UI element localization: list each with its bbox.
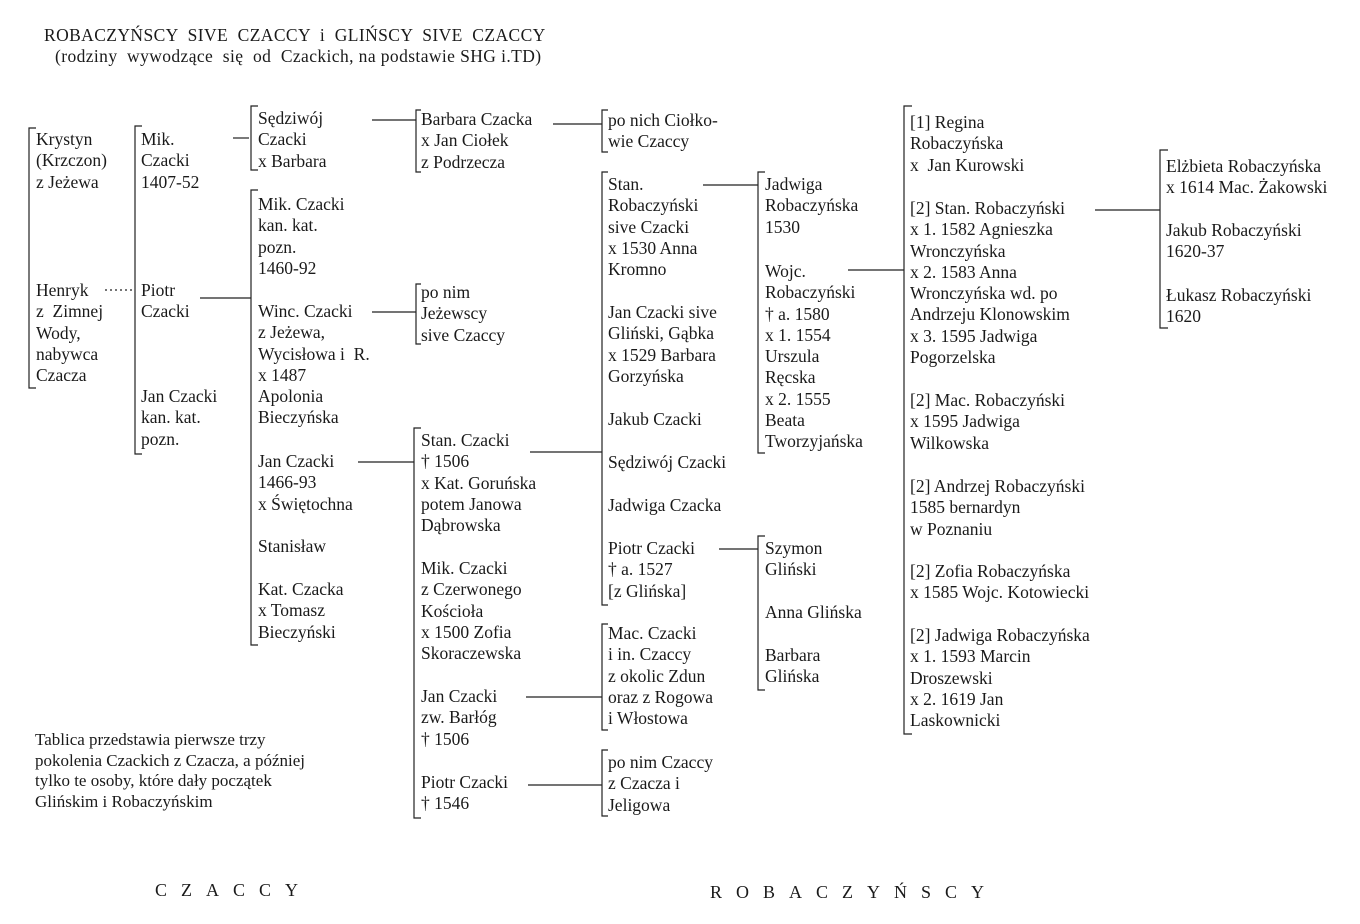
person-elzbieta-robaczynska: Elżbieta Robaczyńska x 1614 Mac. Żakowski [1166, 156, 1328, 198]
person-stan-czacki-1506: Stan. Czacki † 1506 x Kat. Goruńska potem Janowa Dąbrowska [421, 430, 537, 536]
person-mik-czacki-kan: Mik. Czacki kan. kat. pozn. 1460-92 [258, 194, 345, 278]
note-mac-czacki-zdun: Mac. Czacki i in. Czaccy z okolic Zdun oraz z Rogowa i Włostowa [608, 623, 713, 729]
person-winc-czacki: Winc. Czacki z Jeżewa, Wycisłowa i R. x 1487 Apolonia Bieczyńska [258, 301, 370, 428]
person-sedziwoj-czacki-gen5: Sędziwój Czacki [608, 452, 727, 472]
person-jadwiga-robaczynska-1593: [2] Jadwiga Robaczyńska x 1. 1593 Marcin Droszewski x 2. 1619 Jan Laskownicki [910, 625, 1090, 731]
note-po-nich-ciolkowie: po nich Ciołko- wie Czaccy [608, 110, 718, 152]
chart-subtitle: (rodziny wywodzące się od Czackich, na podstawie SHG i.TD) [55, 46, 542, 66]
person-henryk: Henryk z Zimnej Wody, nabywca Czacza [36, 280, 104, 386]
person-mik-czacki-czerwony: Mik. Czacki z Czerwonego Kościoła x 1500 Zofia Skoraczewska [421, 558, 522, 664]
person-barbara-glinska: Barbara Glińska [765, 645, 821, 687]
person-jan-czacki-kan: Jan Czacki kan. kat. pozn. [141, 386, 218, 449]
chart-title: ROBACZYŃSCY SIVE CZACCY i GLIŃSCY SIVE CZACCY [44, 25, 546, 45]
person-stan-robaczynski-1582: [2] Stan. Robaczyński x 1. 1582 Agnieszka Wronczyńska x 2. 1583 Anna Wronczyńska wd. po Andrzeju Klonowskim x 3. 1595 Jadwiga Pogorzelska [910, 198, 1070, 368]
footer-czaccy: CZACCY [155, 880, 313, 900]
person-szymon-glinski: Szymon Gliński [765, 538, 823, 580]
person-stan-robaczynski-1530: Stan. Robaczyński sive Czacki x 1530 Anna Kromno [608, 174, 699, 280]
person-andrzej-robaczynski: [2] Andrzej Robaczyński 1585 bernardyn w Poznaniu [910, 476, 1085, 539]
person-jakub-robaczynski: Jakub Robaczyński 1620-37 [1166, 220, 1302, 262]
person-piotr-czacki-1546: Piotr Czacki † 1546 [421, 772, 508, 814]
person-mik-czacki-1407: Mik. Czacki 1407-52 [141, 129, 200, 192]
person-jan-czacki-1466: Jan Czacki 1466-93 x Świętochna [258, 451, 353, 514]
person-jan-czacki-glinski: Jan Czacki sive Gliński, Gąbka x 1529 Barbara Gorzyńska [608, 302, 717, 386]
person-lukasz-robaczynski: Łukasz Robaczyński 1620 [1166, 285, 1312, 327]
person-wojc-robaczynski: Wojc. Robaczyński † a. 1580 x 1. 1554 Urszula Ręcska x 2. 1555 Beata Tworzyjańska [765, 261, 863, 452]
bracket-gen1 [29, 128, 36, 388]
person-jan-czacki-barlog: Jan Czacki zw. Barłóg † 1506 [421, 686, 498, 749]
person-regina-robaczynska: [1] Regina Robaczyńska x Jan Kurowski [910, 112, 1025, 175]
person-jadwiga-robaczynska-1530: Jadwiga Robaczyńska 1530 [765, 174, 859, 237]
person-sedziwoj-czacki: Sędziwój Czacki x Barbara [258, 108, 327, 171]
person-piotr-czacki-1527: Piotr Czacki † a. 1527 [z Glińska] [608, 538, 695, 601]
bracket-gen6-robaczynscy [758, 172, 765, 453]
person-stanislaw: Stanisław [258, 536, 327, 556]
bracket-gen3-sedziwoj [251, 106, 258, 170]
note-po-nim-czaccy: po nim Czaccy z Czacza i Jeligowa [608, 752, 713, 815]
person-barbara-czacka: Barbara Czacka x Jan Ciołek z Podrzecza [421, 109, 533, 172]
person-anna-glinska: Anna Glińska [765, 602, 862, 622]
bracket-gen6-glinscy [758, 536, 765, 690]
person-jakub-czacki: Jakub Czacki [608, 409, 702, 429]
person-zofia-robaczynska: [2] Zofia Robaczyńska x 1585 Wojc. Kotowiecki [910, 561, 1090, 603]
bracket-gen3-main [251, 190, 258, 645]
explanatory-note: Tablica przedstawia pierwsze trzy pokolenia Czackich z Czacza, a później tylko te osoby, które dały początek Glińskim i Robaczyńskim [35, 730, 305, 811]
bracket-gen4-main [414, 428, 421, 818]
person-mac-robaczynski: [2] Mac. Robaczyński x 1595 Jadwiga Wilkowska [910, 390, 1066, 453]
person-piotr-czacki: Piotr Czacki [141, 280, 190, 322]
person-kat-czacka: Kat. Czacka x Tomasz Bieczyński [258, 579, 344, 642]
person-jadwiga-czacka: Jadwiga Czacka [608, 495, 722, 515]
note-po-nim-jezewscy: po nim Jeżewscy sive Czaccy [421, 282, 506, 345]
footer-robaczynscy: ROBACZYŃSCY [710, 882, 999, 902]
person-krystyn: Krystyn (Krzczon) z Jeżewa [36, 129, 107, 192]
